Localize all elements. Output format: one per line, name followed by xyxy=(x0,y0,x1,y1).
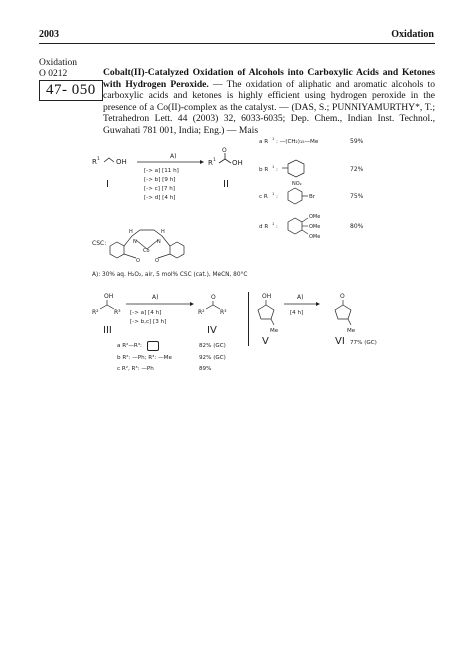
substituent-d-ring xyxy=(288,218,302,234)
sm-I-oh: OH xyxy=(116,158,127,166)
sidebar-category: Oxidation xyxy=(39,58,77,68)
substituent-a-label: a R xyxy=(259,139,269,145)
catalyst-n-left: N xyxy=(133,239,137,245)
header-rule xyxy=(39,43,435,44)
sm-V-oh: OH xyxy=(262,293,272,300)
catalyst-structure xyxy=(92,222,202,268)
substituent-d-text: : xyxy=(276,224,278,230)
catalyst-left-ring xyxy=(110,242,124,258)
scheme-2-sub-c-yield: 89% xyxy=(199,366,212,372)
catalyst-graphic xyxy=(92,222,202,268)
scheme-1-arrowhead xyxy=(200,160,204,164)
product-VI-label: VI xyxy=(335,336,345,347)
sm-V-me-bond xyxy=(271,319,274,325)
cyclohexane-icon xyxy=(147,341,159,351)
substituent-b-yield: 72% xyxy=(350,166,364,173)
scheme-1-cond-c: [-> c] [7 h] xyxy=(144,186,175,192)
conditions-note: A): 30% aq. H₂O₂, air, 5 mol% CSC (cat.), MeCN, 80°C xyxy=(92,272,248,278)
abstract-number-box: 47- 050 xyxy=(39,80,103,101)
product-VI-me-bond xyxy=(348,319,351,325)
substituent-a-sup: 1 xyxy=(272,136,275,141)
substituent-b-sup: 1 xyxy=(272,164,275,169)
substituent-b-label: b R xyxy=(259,167,269,173)
sm-I-label: I xyxy=(106,179,109,190)
catalyst-h-right: H xyxy=(161,229,165,235)
scheme-3-graphic xyxy=(254,292,394,352)
substituent-d-sup: 1 xyxy=(272,221,275,226)
product-IV-bonds xyxy=(206,305,220,309)
product-IV-r3: R³ xyxy=(220,309,227,316)
product-II-o: O xyxy=(222,147,227,154)
substituent-d-ome-3: OMe xyxy=(309,234,321,240)
substituent-c-label: c R xyxy=(259,194,268,200)
sm-V-label: V xyxy=(262,336,269,347)
substituent-d-label: d R xyxy=(259,224,269,230)
scheme-2-sub-a-yield: 82% (GC) xyxy=(199,343,226,349)
header-section: Oxidation xyxy=(391,29,434,40)
substituent-d-bond-1 xyxy=(302,218,308,222)
substituent-d-yield: 80% xyxy=(350,223,364,230)
product-VI-o: O xyxy=(340,293,345,300)
substituent-d-ome-2: OMe xyxy=(309,224,321,230)
catalyst-o-bond-right xyxy=(158,254,170,258)
sm-I-structure xyxy=(104,158,114,162)
substituent-c-yield: 75% xyxy=(350,193,364,200)
scheme-3 xyxy=(254,292,394,352)
scheme-1-cond-b: [-> b] [9 h] xyxy=(144,177,176,183)
substituent-d-ome-1: OMe xyxy=(309,214,321,220)
catalyst-n-right: N xyxy=(157,239,161,245)
sm-I-r1: R xyxy=(92,158,97,166)
product-II-r1: R xyxy=(208,159,213,167)
sm-III-r2: R² xyxy=(92,309,99,316)
substituent-c-sup: 1 xyxy=(272,191,275,196)
scheme-1-reagent: A) xyxy=(170,153,177,160)
product-VI-me: Me xyxy=(347,328,356,334)
scheme-divider xyxy=(248,292,249,346)
product-IV-r2: R² xyxy=(198,309,205,316)
product-IV-label: IV xyxy=(207,325,217,336)
sidebar-code: O 0212 xyxy=(39,69,68,79)
substituent-c xyxy=(259,188,364,204)
scheme-1-cond-a: [-> a] [11 h] xyxy=(144,168,179,174)
substituent-d-bond-3 xyxy=(302,230,308,234)
scheme-2-sub-b-yield: 92% (GC) xyxy=(199,355,226,361)
substituent-c-ring xyxy=(288,188,302,204)
substituent-c-text: : xyxy=(276,194,278,200)
substituent-b-ring xyxy=(288,160,304,177)
product-II-label: II xyxy=(223,179,229,190)
substituent-b xyxy=(259,160,364,187)
substituent-b-text: : xyxy=(276,167,278,173)
product-VI-yield: 77% (GC) xyxy=(350,340,377,346)
sm-V-me: Me xyxy=(270,328,279,334)
sm-V-ring xyxy=(258,305,274,319)
scheme-2-cond-bc: [-> b,c] [3 h] xyxy=(130,319,167,325)
catalyst-label: CSC: xyxy=(92,240,107,247)
scheme-3-cond: [4 h] xyxy=(290,310,304,316)
substituent-a xyxy=(259,136,364,145)
product-IV-o: O xyxy=(211,294,216,301)
catalyst-o-right: O xyxy=(155,258,159,264)
scheme-2-sub-a: a R²—R³: xyxy=(117,343,142,349)
substituent-c-group: Br xyxy=(309,194,316,200)
sm-III-r3: R³ xyxy=(114,309,121,316)
product-II-oh: OH xyxy=(232,159,243,167)
catalyst-h-left: H xyxy=(129,229,133,235)
sm-I-r1-sup: 1 xyxy=(97,157,100,162)
abstract-body: — The oxidation of aliphatic and aromatic alcohols to carboxylic acids and ketones is highly efficient using hydrogen peroxide in the presence of a Co(II)-complex as the catalyst. — (DAS, S.; PUNNIYAMURTHY*, T.; Tetrahedron Lett. 44 (2003) 32, 6033-6035; Dep. Chem., Indian Inst. Technol., Guwahati 781 001, India; Eng.) — Mais xyxy=(103,78,435,136)
sm-III-bonds xyxy=(100,305,114,309)
scheme-2-arrowhead xyxy=(190,302,194,306)
scheme-3-reagent: A) xyxy=(297,294,304,301)
substituent-d xyxy=(259,214,364,240)
substituent-b-group: NO₂ xyxy=(292,181,302,187)
abstract-text xyxy=(103,67,435,137)
scheme-1-cond-d: [-> d] [4 h] xyxy=(144,195,176,201)
catalyst-co: Co xyxy=(143,248,150,254)
scheme-2-sub-c: c R², R³: —Ph xyxy=(117,366,154,372)
product-VI-ring xyxy=(335,305,351,319)
substituent-a-yield: 59% xyxy=(350,138,364,145)
scheme-2-substituents xyxy=(117,343,257,383)
sm-III-oh: OH xyxy=(104,293,114,300)
product-II-bonds xyxy=(219,159,231,163)
catalyst-o-left: O xyxy=(136,258,140,264)
substituent-a-text: : —(CH₂)₁₅—Me xyxy=(276,139,319,145)
abstract-title: Cobalt(II)-Catalyzed Oxidation of Alcohols into Carboxylic Acids and Ketones with Hydrogen Peroxide. xyxy=(103,67,435,90)
sm-III-label: III xyxy=(103,325,112,336)
catalyst-o-bond-left xyxy=(124,254,136,258)
scheme-3-arrowhead xyxy=(316,302,320,306)
header-year: 2003 xyxy=(39,29,59,40)
scheme-2-sub-b: b R²: —Ph; R³: —Me xyxy=(117,355,172,361)
product-II-r1-sup: 1 xyxy=(213,158,216,163)
scheme-2-cond-a: [-> a] [4 h] xyxy=(130,310,162,316)
catalyst-right-ring xyxy=(170,242,184,258)
scheme-2-reagent: A) xyxy=(152,294,159,301)
